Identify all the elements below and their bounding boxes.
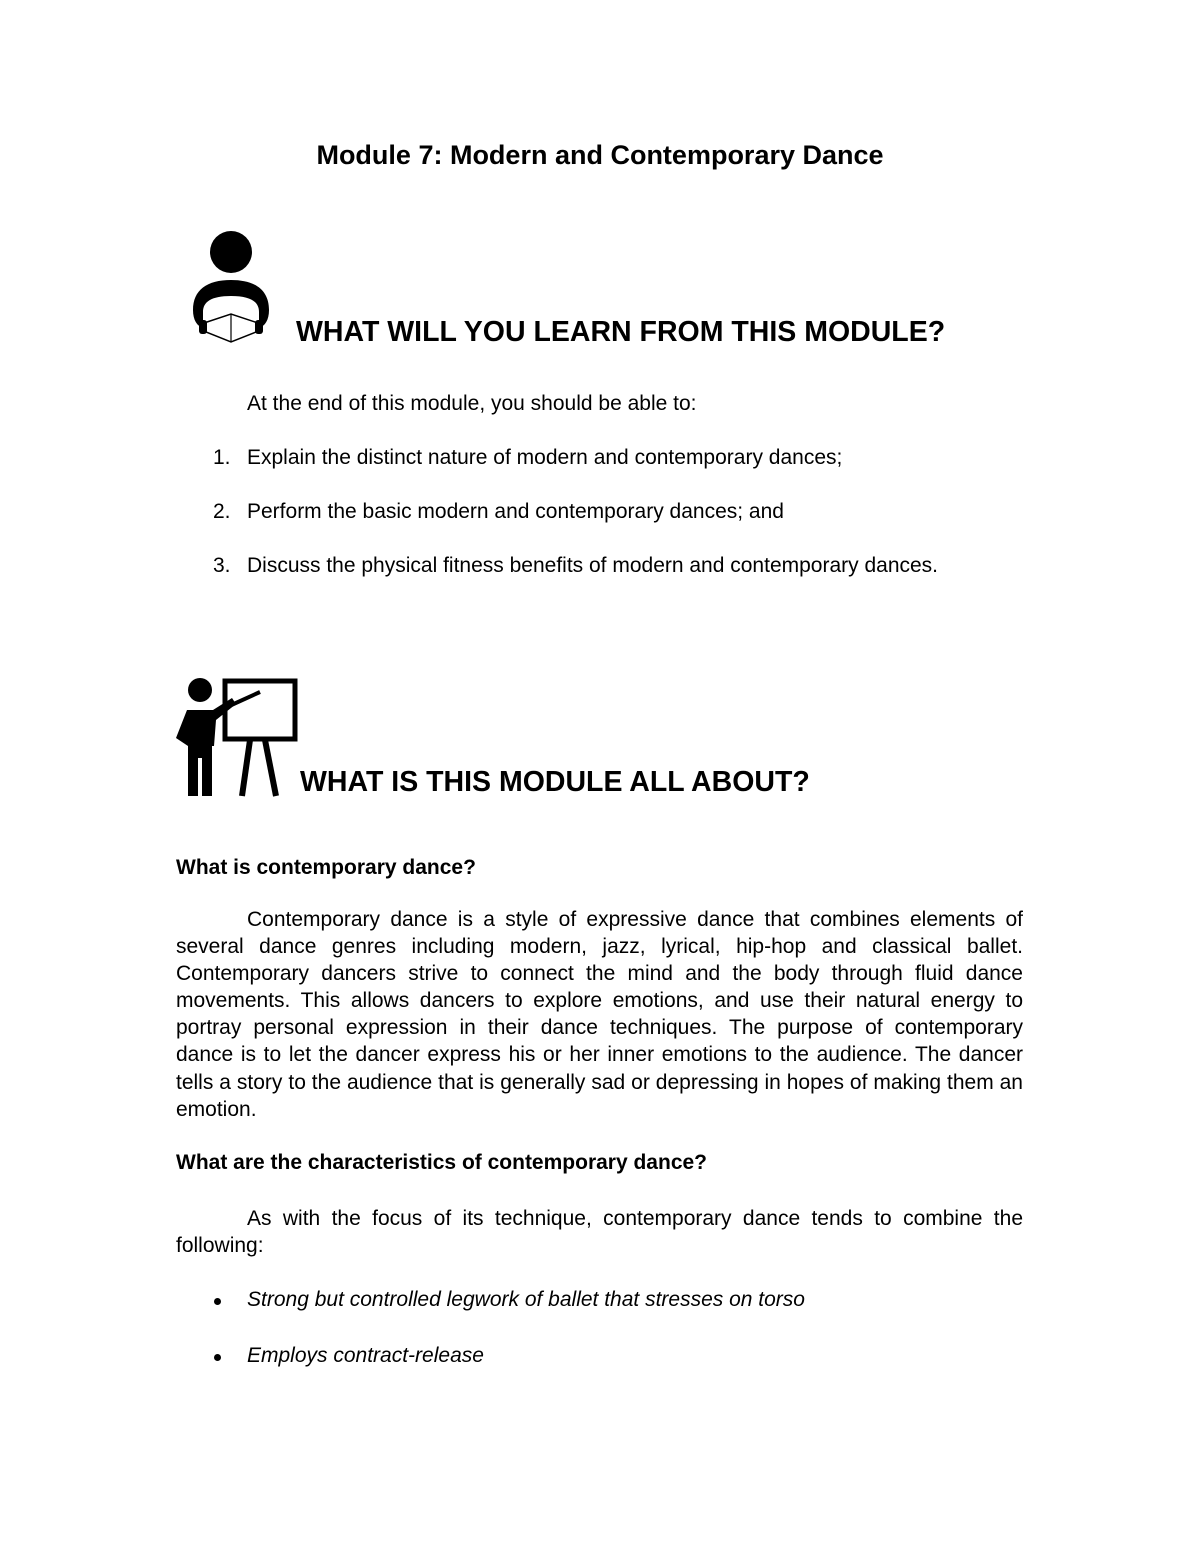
bullet-icon	[214, 1354, 221, 1361]
bullet-item: Strong but controlled legwork of ballet that stresses on torso	[247, 1288, 805, 1311]
section-heading-about: WHAT IS THIS MODULE ALL ABOUT?	[300, 766, 810, 798]
body-paragraph: As with the focus of its technique, contemporary dance tends to combine the following:	[176, 1207, 1023, 1258]
objective-number: 2.	[213, 500, 231, 523]
body-paragraph: Contemporary dance is a style of expressive dance that combines elements of several dance genres including modern, jazz, lyrical, hip-hop and classical ballet. Contemporary dancers strive to connect the mind and the body through fluid dance movements. This allows dancers to explore emotions, and use their natural energy to portray personal expression in their dance techniques. The purpose of contemporary dance is to let the dancer express his or her inner emotions to the audience. The dancer tells a story to the audience that is generally sad or depressing in hopes of making them an emotion.	[176, 908, 1023, 1121]
section-heading-learn: WHAT WILL YOU LEARN FROM THIS MODULE?	[296, 316, 946, 348]
question-heading: What is contemporary dance?	[176, 856, 476, 879]
question-heading: What are the characteristics of contemporary dance?	[176, 1151, 707, 1174]
objective-number: 1.	[213, 446, 231, 469]
page-title: Module 7: Modern and Contemporary Dance	[316, 140, 884, 170]
objective-text: Discuss the physical fitness benefits of modern and contemporary dances.	[247, 554, 939, 577]
bullet-item: Employs contract-release	[247, 1344, 484, 1367]
objective-text: Perform the basic modern and contemporary dances; and	[247, 500, 784, 523]
bullet-icon	[214, 1298, 221, 1305]
objectives-intro: At the end of this module, you should be able to:	[247, 392, 697, 415]
objective-text: Explain the distinct nature of modern and contemporary dances;	[247, 446, 843, 469]
student-reading-icon	[185, 228, 277, 348]
teacher-board-icon	[170, 674, 300, 802]
objective-number: 3.	[213, 554, 231, 577]
